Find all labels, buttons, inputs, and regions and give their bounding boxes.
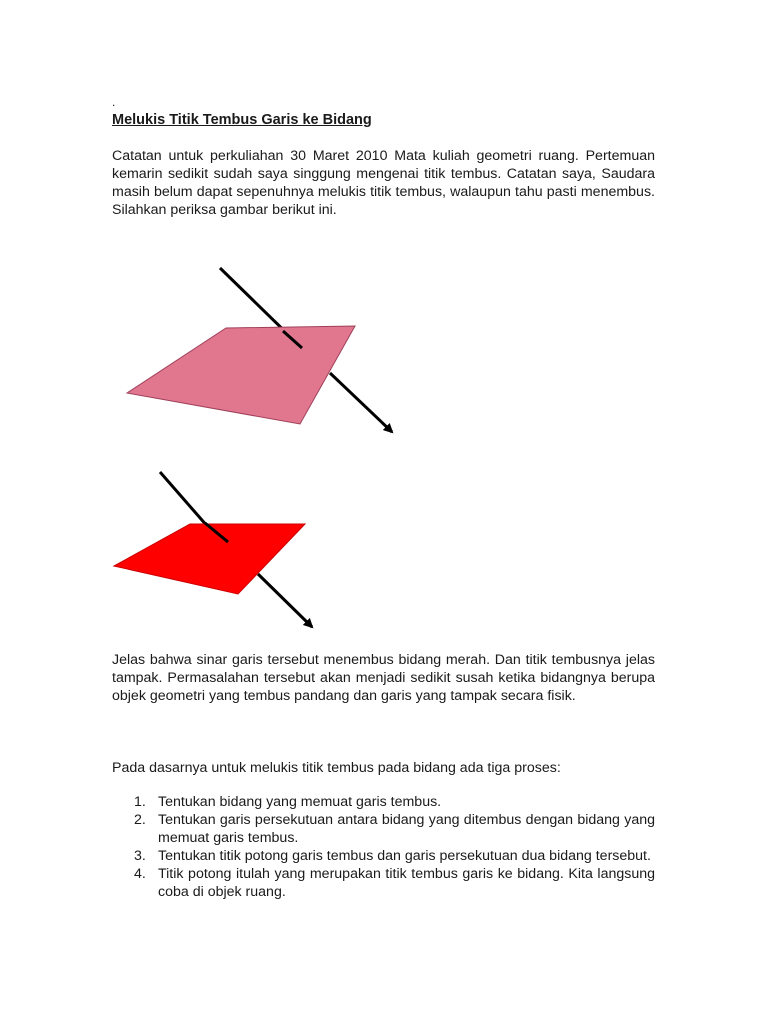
pink-plane	[127, 326, 355, 424]
list-item	[112, 865, 655, 901]
line-below-plane-2	[258, 574, 312, 627]
step-text: Tentukan bidang yang memuat garis tembus.	[158, 794, 442, 810]
explanation-paragraph: Jelas bahwa sinar garis tersebut menembus bidang merah. Dan titik tembusnya jelas tampak. Permasalahan tersebut akan menjadi sedikit susah ketika bidangnya berupa objek geometri yang tembus pandang dan garis yang tampak secara fisik.	[112, 652, 655, 704]
step-number: 1.	[134, 794, 146, 810]
step-number: 2.	[134, 812, 146, 828]
figure-red-plane	[114, 472, 312, 627]
steps-list	[112, 793, 655, 901]
step-number: 3.	[134, 848, 146, 864]
process-intro-paragraph: Pada dasarnya untuk melukis titik tembus pada bidang ada tiga proses:	[112, 760, 561, 776]
document-title: Melukis Titik Tembus Garis ke Bidang	[112, 112, 372, 128]
list-item	[112, 811, 655, 847]
step-text: Tentukan titik potong garis tembus dan garis persekutuan dua bidang tersebut.	[158, 848, 651, 864]
line-below-plane-1	[330, 373, 392, 432]
stray-dot: .	[112, 95, 116, 109]
list-item	[112, 847, 655, 865]
step-text: Titik potong itulah yang merupakan titik tembus garis ke bidang. Kita langsung coba di objek ruang.	[158, 866, 655, 900]
figure-pink-plane	[127, 268, 392, 432]
line-above-plane-2	[160, 472, 208, 527]
intro-paragraph: Catatan untuk perkuliahan 30 Maret 2010 Mata kuliah geometri ruang. Pertemuan kemarin sedikit sudah saya singgung mengenai titik tembus. Catatan saya, Saudara masih belum dapat sepenuhnya melukis titik tembus, walaupun tahu pasti menembus. Silahkan periksa gambar berikut ini.	[112, 148, 655, 218]
red-plane	[114, 524, 305, 594]
list-item	[112, 793, 655, 811]
step-number: 4.	[134, 866, 146, 882]
step-text: Tentukan garis persekutuan antara bidang yang ditembus dengan bidang yang memuat garis tembus.	[158, 812, 655, 846]
